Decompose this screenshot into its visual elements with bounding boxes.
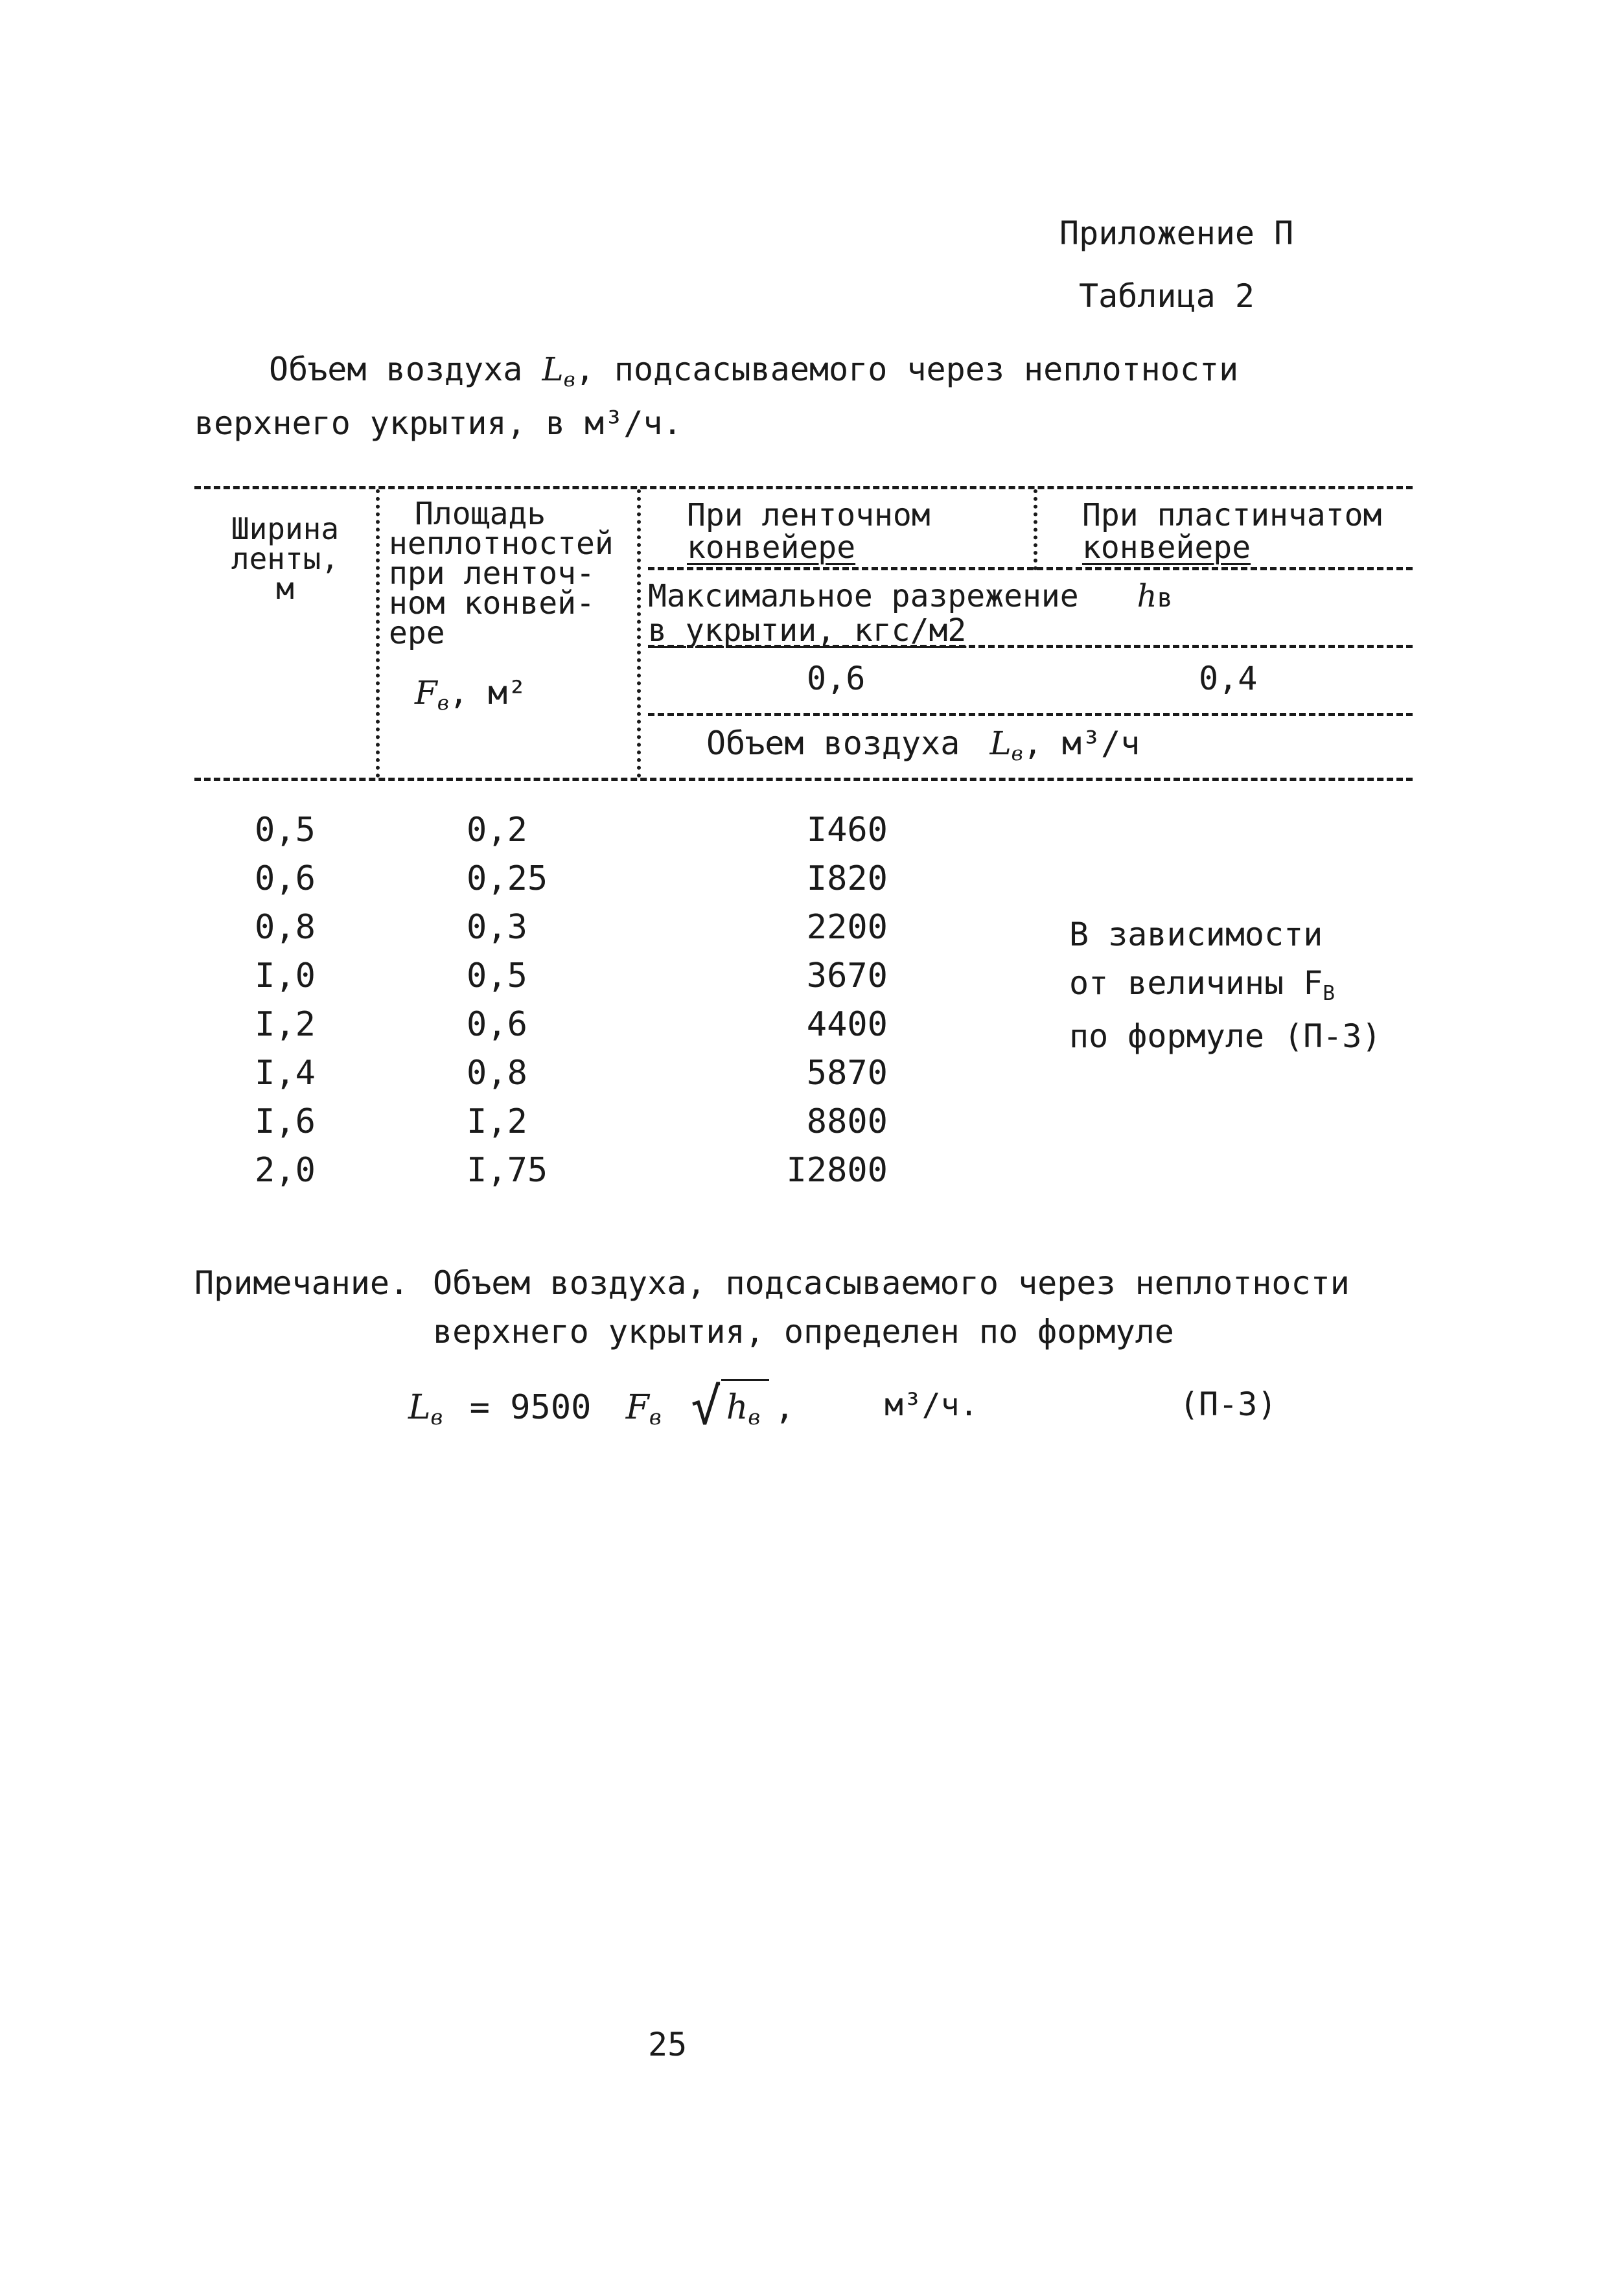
- table-row-2-area: 0,25: [467, 859, 548, 898]
- table-row-3-width: 0,8: [255, 908, 316, 947]
- sqrt-sign: √: [690, 1378, 721, 1436]
- appendix-label: Приложение П: [1059, 215, 1294, 252]
- table-row-5-area: 0,6: [467, 1005, 527, 1044]
- formula-number: (П-3): [1179, 1386, 1277, 1423]
- table-row-4-volume: 3670: [806, 957, 888, 995]
- caption-text-b: , подсасываемого через неплотности: [575, 351, 1239, 388]
- plate-conveyor-note: В зависимости от величины FВ по формуле (П-3): [1069, 916, 1382, 1055]
- table-row-7-area: I,2: [467, 1102, 527, 1141]
- table-row-6-volume: 5870: [806, 1054, 888, 1093]
- col4-header: При пластинчатом конвейере: [1082, 497, 1382, 566]
- table-row-7-width: I,6: [255, 1102, 316, 1141]
- table-row-1-volume: I460: [806, 811, 888, 850]
- col2-header: Площадь неплотностей при ленточ- ном конвей- ере: [389, 496, 614, 651]
- table-row-5-volume: 4400: [806, 1005, 888, 1044]
- header-rule-3: [648, 713, 1413, 716]
- note-line-1: Объем воздуха, подсасываемого через неплотности: [433, 1264, 1350, 1302]
- table-row-1-width: 0,5: [255, 811, 316, 850]
- rarefaction-symbol: h: [1137, 578, 1157, 614]
- table-row-1-area: 0,2: [467, 811, 527, 850]
- formula: Lв = 9500 Fв √ hв ,: [408, 1378, 795, 1436]
- table-row-3-area: 0,3: [467, 908, 527, 947]
- table-row-2-width: 0,6: [255, 859, 316, 898]
- table-row-8-width: 2,0: [255, 1151, 316, 1190]
- note-label: Примечание.: [194, 1264, 410, 1302]
- table-row-2-volume: I820: [806, 859, 888, 898]
- col2-symbol: Fв, м²: [415, 674, 527, 715]
- col3-header: При ленточном конвейере: [687, 497, 931, 566]
- table-row-7-volume: 8800: [806, 1102, 888, 1141]
- volume-header: Объем воздуха Lв, м³/ч: [706, 725, 1140, 765]
- col-divider-2: [637, 489, 641, 778]
- caption-text-a: Объем воздуха: [269, 351, 523, 388]
- rarefaction-belt-value: 0,6: [807, 660, 866, 697]
- formula-f-symbol: Fв: [625, 1388, 662, 1430]
- table-number: Таблица 2: [1079, 277, 1254, 315]
- header-rule-1: [648, 567, 1413, 570]
- col-divider-1: [376, 489, 380, 778]
- caption-line-1: [269, 351, 1239, 391]
- formula-h-symbol: hв: [721, 1379, 769, 1434]
- caption-symbol: Lв: [542, 351, 575, 391]
- plate-note-symbol: FВ: [1303, 964, 1335, 1005]
- table-row-6-area: 0,8: [467, 1054, 527, 1093]
- col1-header: Ширина ленты, м: [231, 511, 340, 606]
- table-row-5-width: I,2: [255, 1005, 316, 1044]
- formula-l-symbol: Lв: [408, 1388, 443, 1430]
- table-row-8-area: I,75: [467, 1151, 548, 1190]
- table-row-8-volume: I2800: [786, 1151, 888, 1190]
- table-row-4-area: 0,5: [467, 957, 527, 995]
- page-number: 25: [648, 2026, 688, 2063]
- formula-unit: м³/ч.: [884, 1387, 978, 1423]
- table-header-bottom-rule: [194, 778, 1413, 781]
- formula-coefficient: = 9500: [469, 1388, 592, 1427]
- table-row-4-width: I,0: [255, 957, 316, 995]
- col-divider-3: [1034, 489, 1037, 570]
- table-row-3-volume: 2200: [806, 908, 888, 947]
- caption-line-2: верхнего укрытия, в м³/ч.: [194, 404, 682, 442]
- table-row-6-width: I,4: [255, 1054, 316, 1093]
- rarefaction-label: Максимальное разрежение hв в укрытии, кгс/м2: [648, 578, 1173, 649]
- rarefaction-plate-value: 0,4: [1199, 660, 1258, 697]
- note-line-2: верхнего укрытия, определен по формуле: [433, 1313, 1174, 1351]
